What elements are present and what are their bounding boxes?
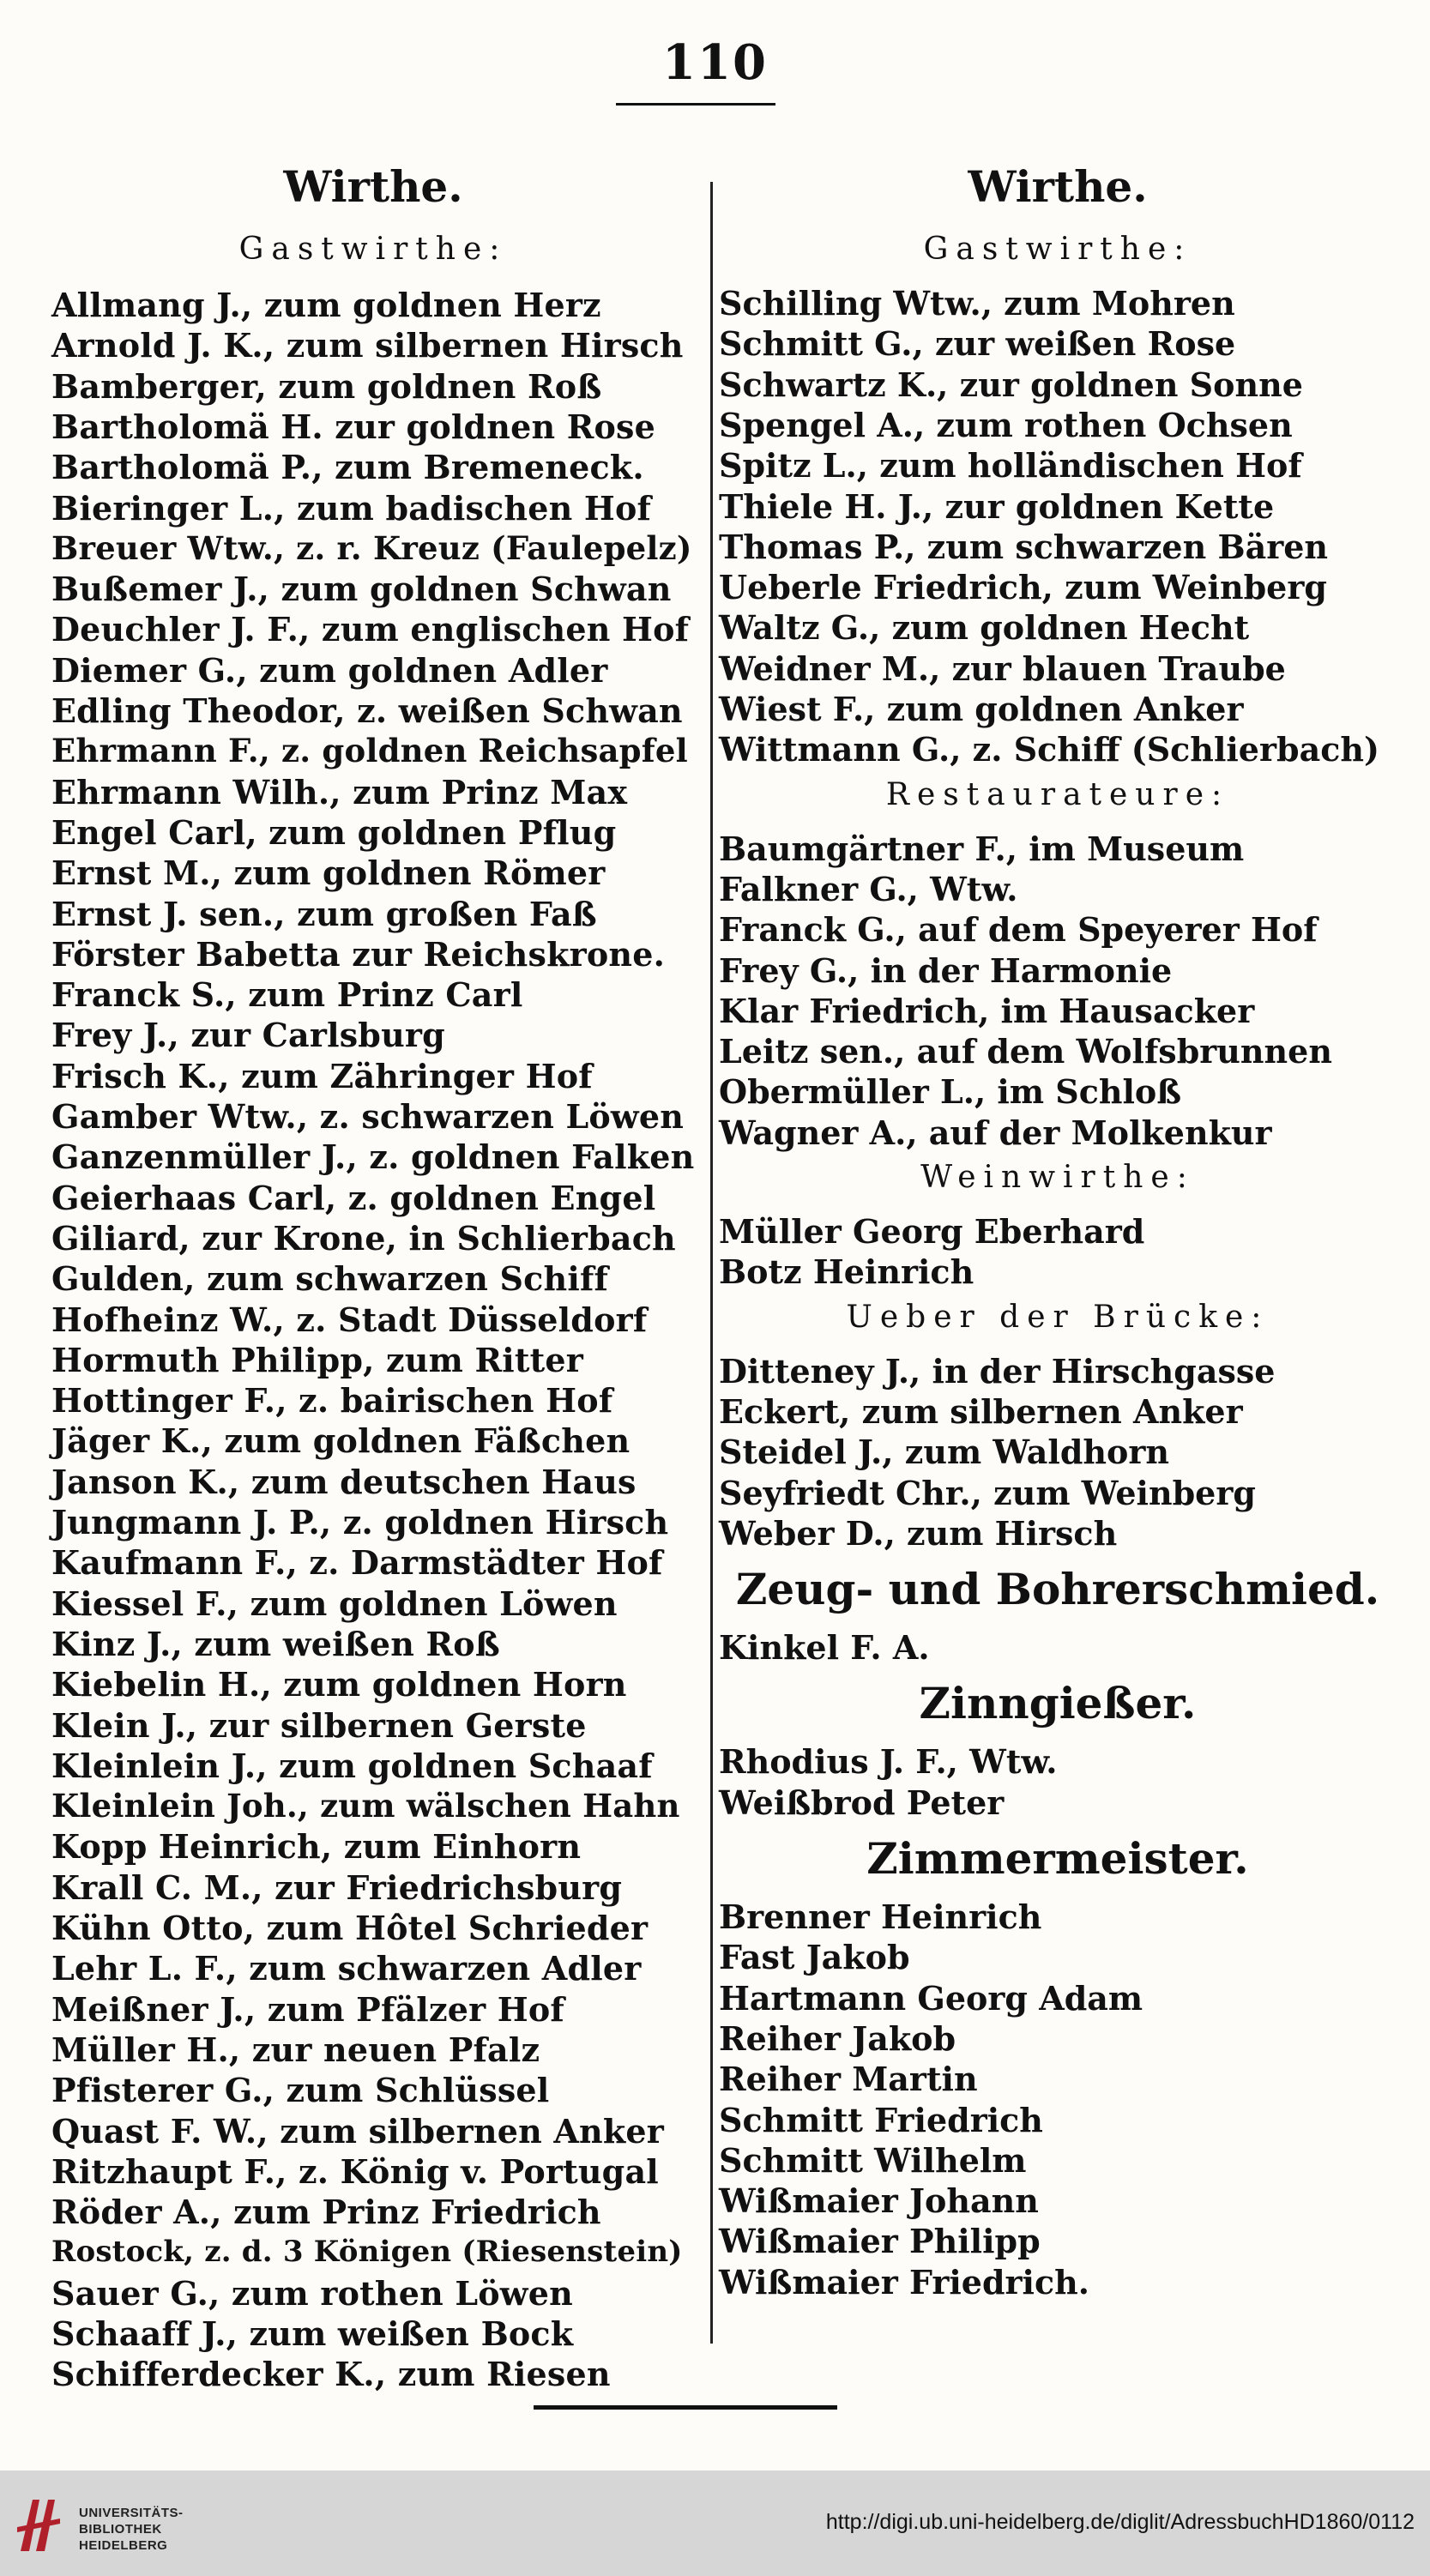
- directory-entry: Ritzhaupt F., z. König v. Portugal: [51, 2151, 659, 2191]
- directory-entry: Edling Theodor, z. weißen Schwan: [51, 691, 683, 730]
- section-subheading: Gastwirthe:: [923, 232, 1192, 267]
- directory-entry: Weißbrod Peter: [719, 1783, 1005, 1822]
- directory-entry: Wittmann G., z. Schiff (Schlierbach): [719, 730, 1379, 769]
- section-subheading: Restaurateure:: [885, 776, 1230, 812]
- section-subheading: Ueber der Brücke:: [846, 1299, 1270, 1335]
- page-number: 110: [662, 34, 768, 91]
- directory-entry: Müller H., zur neuen Pfalz: [51, 2030, 540, 2069]
- directory-entry: Reiher Martin: [719, 2060, 978, 2099]
- directory-entry: Meißner J., zum Pfälzer Hof: [51, 1989, 564, 2029]
- directory-entry: Schwartz K., zur goldnen Sonne: [719, 365, 1303, 404]
- directory-entry: Schmitt G., zur weißen Rose: [719, 324, 1236, 364]
- section-heading: Zinngießer.: [919, 1678, 1197, 1729]
- library-name: [79, 2505, 184, 2554]
- directory-entry: Ernst J. sen., zum großen Faß: [51, 894, 597, 933]
- directory-entry: Krall C. M., zur Friedrichsburg: [51, 1867, 623, 1907]
- directory-entry: Müller Georg Eberhard: [719, 1212, 1145, 1251]
- directory-entry: Kopp Heinrich, zum Einhorn: [51, 1827, 582, 1867]
- directory-entry: Brenner Heinrich: [719, 1897, 1042, 1936]
- directory-entry: Seyfriedt Chr., zum Weinberg: [719, 1473, 1256, 1512]
- directory-entry: Engel Carl, zum goldnen Pflug: [51, 812, 617, 852]
- directory-entry: Gamber Wtw., z. schwarzen Löwen: [51, 1097, 685, 1136]
- directory-entry: Spitz L., zum holländischen Hof: [719, 446, 1302, 486]
- directory-entry: Gulden, zum schwarzen Schiff: [51, 1259, 609, 1299]
- directory-entry: Hofheinz W., z. Stadt Düsseldorf: [51, 1300, 648, 1339]
- directory-entry: Schmitt Friedrich: [719, 2100, 1043, 2139]
- directory-entry: Sauer G., zum rothen Löwen: [51, 2273, 573, 2313]
- directory-entry: Geierhaas Carl, z. goldnen Engel: [51, 1178, 656, 1217]
- section-heading: Wirthe.: [283, 161, 463, 212]
- directory-entry: Schilling Wtw., zum Mohren: [719, 284, 1235, 323]
- directory-entry: Pfisterer G., zum Schlüssel: [51, 2071, 550, 2110]
- directory-entry: Klein J., zur silbernen Gerste: [51, 1705, 587, 1745]
- directory-entry: Bartholomä P., zum Bremeneck.: [51, 448, 644, 487]
- directory-entry: Frisch K., zum Zähringer Hof: [51, 1056, 593, 1095]
- directory-entry: Bartholomä H. zur goldnen Rose: [51, 407, 656, 446]
- directory-entry: Ganzenmüller J., z. goldnen Falken: [51, 1137, 695, 1177]
- directory-entry: Wißmaier Philipp: [719, 2222, 1041, 2261]
- page-number-rule: [616, 103, 775, 106]
- directory-entry: Breuer Wtw., z. r. Kreuz (Faulepelz): [51, 528, 692, 567]
- directory-entry: Röder A., zum Prinz Friedrich: [51, 2193, 601, 2232]
- directory-entry: Weber D., zum Hirsch: [719, 1513, 1118, 1553]
- directory-entry: Hottinger F., z. bairischen Hof: [51, 1381, 613, 1421]
- library-name-line: HEIDELBERG: [79, 2538, 168, 2553]
- library-name-line: UNIVERSITÄTS-: [79, 2506, 184, 2520]
- directory-entry: Thiele H. J., zur goldnen Kette: [719, 486, 1275, 526]
- directory-entry: Kaufmann F., z. Darmstädter Hof: [51, 1543, 663, 1583]
- directory-entry: Förster Babetta zur Reichskrone.: [51, 934, 666, 974]
- directory-entry: Kiessel F., zum goldnen Löwen: [51, 1584, 618, 1623]
- directory-entry: Schifferdecker K., zum Riesen: [51, 2355, 611, 2394]
- directory-entry: Wiest F., zum goldnen Anker: [719, 690, 1244, 728]
- directory-entry: Bieringer L., zum badischen Hof: [51, 488, 652, 528]
- directory-entry: Steidel J., zum Waldhorn: [719, 1433, 1170, 1472]
- directory-entry: Quast F. W., zum silbernen Anker: [51, 2111, 664, 2151]
- directory-entry: Klar Friedrich, im Hausacker: [719, 991, 1255, 1030]
- directory-entry: Bußemer J., zum goldnen Schwan: [51, 570, 672, 609]
- directory-entry: Kleinlein J., zum goldnen Schaaf: [51, 1746, 653, 1785]
- directory-entry: Reiher Jakob: [719, 2018, 956, 2058]
- directory-entry: Wagner A., auf der Molkenkur: [719, 1113, 1272, 1152]
- directory-entry: Bamberger, zum goldnen Roß: [51, 366, 602, 406]
- directory-entry: Kinkel F. A.: [719, 1628, 930, 1668]
- source-url-link[interactable]: http://digi.ub.uni-heidelberg.de/diglit/AdressbuchHD1860/0112: [825, 2510, 1415, 2534]
- directory-entry: Baumgärtner F., im Museum: [719, 829, 1245, 868]
- directory-entry: Spengel A., zum rothen Ochsen: [719, 405, 1293, 444]
- directory-entry: Franck S., zum Prinz Carl: [51, 975, 523, 1015]
- directory-entry: Hartmann Georg Adam: [719, 1978, 1143, 2018]
- directory-entry: Botz Heinrich: [719, 1252, 974, 1292]
- directory-entry: Giliard, zur Krone, in Schlierbach: [51, 1218, 676, 1258]
- page-end-rule: [534, 2405, 837, 2410]
- directory-entry: Ernst M., zum goldnen Römer: [51, 854, 606, 893]
- directory-entry: Rostock, z. d. 3 Königen (Riesenstein): [51, 2235, 683, 2270]
- directory-entry: Fast Jakob: [719, 1938, 910, 1977]
- directory-entry: Schaaff J., zum weißen Bock: [51, 2314, 574, 2353]
- directory-entry: Leitz sen., auf dem Wolfsbrunnen: [719, 1032, 1332, 1071]
- directory-entry: Wißmaier Friedrich.: [719, 2262, 1089, 2302]
- library-logo-icon: [14, 2493, 63, 2555]
- directory-entry: Weidner M., zur blauen Traube: [719, 649, 1286, 688]
- digitization-footer: [0, 2470, 1430, 2576]
- directory-entry: Allmang J., zum goldnen Herz: [51, 286, 601, 324]
- directory-entry: Falkner G., Wtw.: [719, 869, 1018, 908]
- directory-entry: Rhodius J. F., Wtw.: [719, 1742, 1058, 1782]
- directory-entry: Jungmann J. P., z. goldnen Hirsch: [51, 1503, 669, 1541]
- directory-entry: Deuchler J. F., zum englischen Hof: [51, 610, 690, 649]
- directory-entry: Franck G., auf dem Speyerer Hof: [719, 910, 1318, 950]
- section-heading: Zeug- und Bohrerschmied.: [735, 1564, 1380, 1615]
- directory-entry: Thomas P., zum schwarzen Bären: [719, 527, 1329, 566]
- directory-entry: Lehr L. F., zum schwarzen Adler: [51, 1949, 642, 1988]
- directory-entry: Kühn Otto, zum Hôtel Schrieder: [51, 1909, 649, 1947]
- section-heading: Zimmermeister.: [866, 1833, 1249, 1884]
- directory-entry: Ehrmann F., z. goldnen Reichsapfel: [51, 732, 688, 770]
- directory-entry: Kinz J., zum weißen Roß: [51, 1624, 500, 1663]
- directory-entry: Janson K., zum deutschen Haus: [51, 1462, 637, 1501]
- directory-entry: Kiebelin H., zum goldnen Horn: [51, 1665, 627, 1704]
- directory-entry: Jäger K., zum goldnen Fäßchen: [51, 1421, 631, 1461]
- directory-entry: Hormuth Philipp, zum Ritter: [51, 1340, 583, 1379]
- directory-entry: Kleinlein Joh., zum wälschen Hahn: [51, 1787, 680, 1825]
- directory-entry: Ehrmann Wilh., zum Prinz Max: [51, 772, 628, 811]
- section-subheading: Gastwirthe:: [238, 232, 508, 267]
- directory-entry: Ueberle Friedrich, zum Weinberg: [719, 568, 1327, 607]
- directory-entry: Frey J., zur Carlsburg: [51, 1016, 445, 1055]
- section-subheading: Weinwirthe:: [920, 1160, 1195, 1195]
- column-divider: [710, 182, 713, 2344]
- directory-entry: Eckert, zum silbernen Anker: [719, 1391, 1243, 1431]
- section-heading: Wirthe.: [968, 161, 1148, 212]
- directory-entry: Waltz G., zum goldnen Hecht: [719, 608, 1250, 648]
- directory-entry: Diemer G., zum goldnen Adler: [51, 650, 608, 690]
- directory-entry: Arnold J. K., zum silbernen Hirsch: [51, 326, 684, 365]
- library-name-line: BIBLIOTHEK: [79, 2522, 162, 2537]
- directory-entry: Obermüller L., im Schloß: [719, 1072, 1182, 1112]
- directory-entry: Schmitt Wilhelm: [719, 2140, 1027, 2180]
- directory-entry: Frey G., in der Harmonie: [719, 950, 1173, 990]
- directory-entry: Wißmaier Johann: [719, 2181, 1039, 2221]
- directory-entry: Ditteney J., in der Hirschgasse: [719, 1351, 1276, 1391]
